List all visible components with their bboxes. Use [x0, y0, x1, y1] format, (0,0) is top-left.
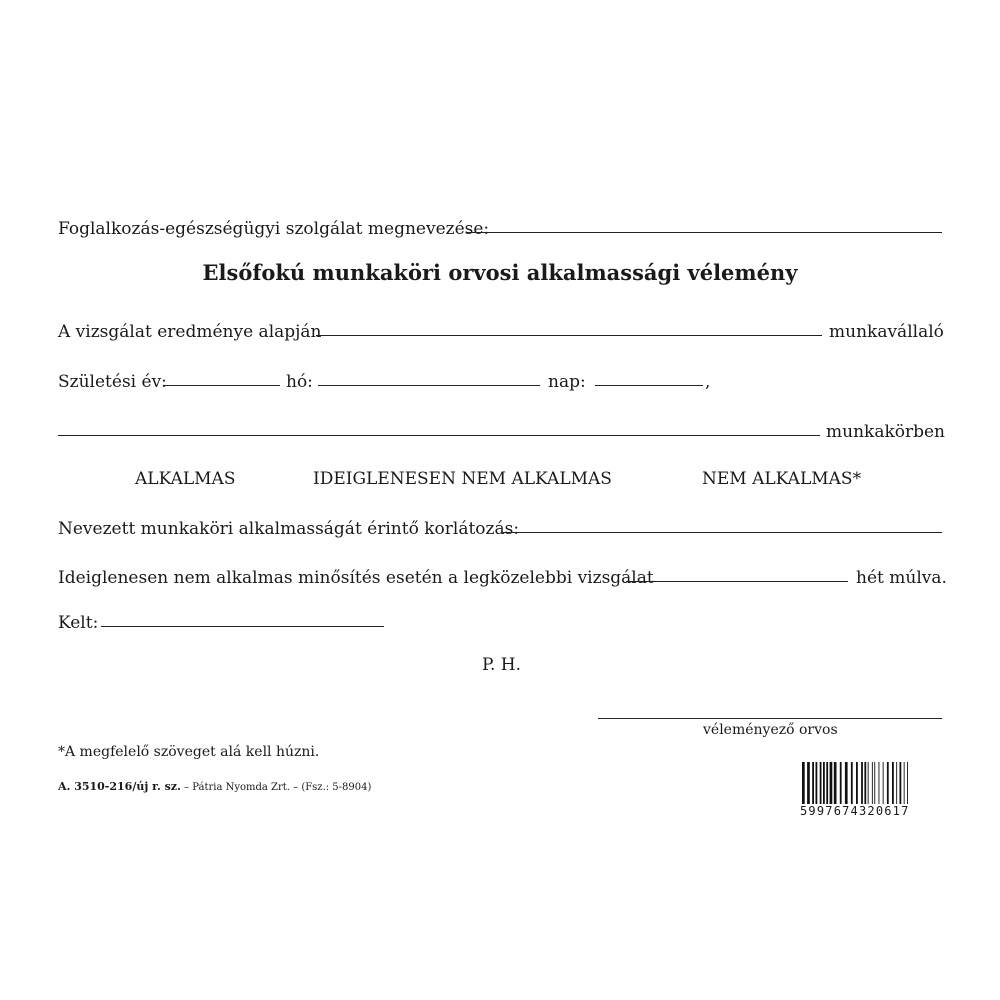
option-fit[interactable]: ALKALMAS	[135, 469, 236, 489]
restriction-label: Nevezett munkaköri alkalmasságát érintő korlátozás:	[58, 519, 520, 539]
stamp-placeholder: P. H.	[482, 655, 522, 675]
job-suffix: munkakörben	[826, 422, 946, 442]
service-name-field[interactable]	[466, 232, 942, 233]
signature-label: véleményező orvos	[703, 722, 838, 738]
birth-year-field[interactable]	[163, 385, 280, 386]
service-name-label: Foglalkozás-egészségügyi szolgálat megnevezése:	[58, 219, 490, 239]
print-publisher: – Pátria Nyomda Zrt. – (Fsz.: 5-8904)	[180, 782, 372, 793]
next-exam-suffix: hét múlva.	[856, 568, 947, 588]
next-exam-prefix: Ideiglenesen nem alkalmas minősítés esetén a legközelebbi vizsgálat	[58, 568, 654, 588]
employee-name-field[interactable]	[316, 335, 822, 336]
signature-field[interactable]	[598, 718, 942, 719]
option-unfit[interactable]: NEM ALKALMAS*	[702, 469, 862, 489]
job-field[interactable]	[58, 435, 820, 436]
restriction-field[interactable]	[503, 532, 942, 533]
birth-comma: ,	[705, 372, 711, 392]
print-code: A. 3510-216/új r. sz.	[58, 780, 181, 793]
dated-field[interactable]	[101, 626, 384, 627]
option-temporarily-unfit[interactable]: IDEIGLENESEN NEM ALKALMAS	[313, 469, 612, 489]
dated-label: Kelt:	[58, 613, 99, 633]
form-title: Elsőfokú munkaköri orvosi alkalmassági vélemény	[202, 260, 798, 285]
birth-day-field[interactable]	[595, 385, 703, 386]
result-prefix: A vizsgálat eredménye alapján	[58, 322, 322, 342]
birth-year-label: Születési év:	[58, 372, 167, 392]
next-exam-weeks-field[interactable]	[626, 581, 848, 582]
footnote: *A megfelelő szöveget alá kell húzni.	[58, 744, 320, 760]
result-suffix: munkavállaló	[829, 322, 944, 342]
barcode-digits: 5997674320617	[800, 804, 940, 818]
birth-month-field[interactable]	[318, 385, 540, 386]
print-info	[58, 780, 371, 795]
birth-month-label: hó:	[286, 372, 313, 392]
birth-day-label: nap:	[548, 372, 586, 392]
